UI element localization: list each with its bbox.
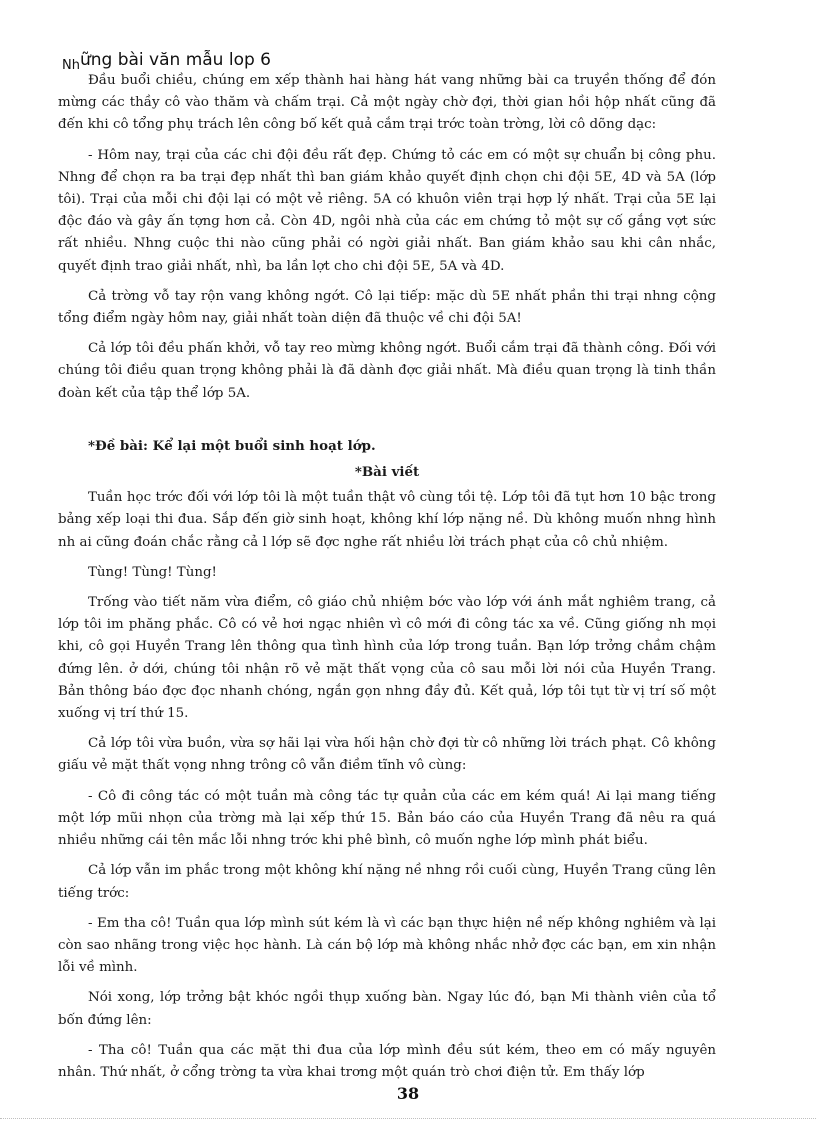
essay-label: *Bài viết xyxy=(354,464,420,481)
paragraph: Tùng! Tùng! Tùng! xyxy=(88,564,217,580)
paragraph: Cả trờng vỗ tay rộn vang không ngớt. Cô lại tiếp: mặc dù 5E nhất phần thi trại nhng cộng tổng điểm ngày hôm nay, giải nhất toàn diện đã thuộc về chi đội 5A! xyxy=(58,288,716,327)
paragraph: - Hôm nay, trại của các chi đội đều rất đẹp. Chứng tỏ các em có một sự chuẩn bị công phu. Nhng để chọn ra ba trại đẹp nhất thì ban giám khảo quyết định chọn chi đội 5E, 4D và 5A (lớp tôi). Trại của mỗi chi đội lại có một vẻ riêng. 5A có khuôn viên trại hợp lý nhất. Trại của 5E lại độc đáo và gây ấn tợng hơn cả. Còn 4D, ngôi nhà của các em chứng tỏ một sự cố gắng vợt sức rất nhiều. Nhng cuộc thi nào cũng phải có ngời giải nhất. Ban giám khảo sau khi cân nhắc, quyết định trao giải nhất, nhì, ba lần lợt cho chi đội 5E, 5A và 4D. xyxy=(58,147,716,274)
running-header-text: ững bài văn mẫu lop 6 xyxy=(79,50,271,70)
paragraph: - Em tha cô! Tuần qua lớp mình sút kém là vì các bạn thực hiện nề nếp không nghiêm và lại còn sao nhãng trong việc học hành. Là cán bộ lớp mà không nhắc nhở đợc các bạn, em xin nhận lỗi về mình. xyxy=(58,915,716,976)
paragraph: Tuần học trớc đối với lớp tôi là một tuần thật vô cùng tồi tệ. Lớp tôi đã tụt hơn 10 bậc trong bảng xếp loại thi đua. Sắp đến giờ sinh hoạt, không khí lớp nặng nề. Dù không muốn nhng hình nh ai cũng đoán chắc rằng cả l lớp sẽ đợc nghe rất nhiều lời trách phạt của cô chủ nhiệm. xyxy=(58,490,716,550)
footer-divider xyxy=(0,1118,816,1119)
page-body xyxy=(58,70,716,1084)
section-spacer xyxy=(58,405,716,435)
paragraph: Trống vào tiết năm vừa điểm, cô giáo chủ nhiệm bớc vào lớp với ánh mắt nghiêm trang, cả lớp tôi im phăng phắc. Cô có vẻ hơi ngạc nhiên vì cô mới đi công tác xa về. Cũng giống nh mọi khi, cô gọi Huyền Trang lên thông qua tình hình của lớp trong tuần. Bạn lớp trởng chầm chậm đứng lên. ở dới, chúng tôi nhận rõ vẻ mặt thất vọng của cô sau mỗi lời nói của Huyền Trang. Bản thông báo đợc đọc nhanh chóng, ngắn gọn nhng đầy đủ. Kết quả, lớp tôi tụt từ vị trí số một xuống vị trí thứ 15. xyxy=(58,595,716,722)
running-header-prefix: Nh xyxy=(62,58,80,73)
paragraph: - Cô đi công tác có một tuần mà công tác tự quản của các em kém quá! Ai lại mang tiếng một lớp mũi nhọn của trờng mà lại xếp thứ 15. Bản báo cáo của Huyền Trang đã nêu ra quá nhiều những cái tên mắc lỗi nhng trớc khi phê bình, cô muốn nghe lớp mình phát biểu. xyxy=(58,788,716,849)
page-number: 38 xyxy=(396,1084,420,1103)
paragraph: - Tha cô! Tuần qua các mặt thi đua của lớp mình đều sút kém, theo em có mấy nguyên nhân. Thứ nhất, ở cổng trờng ta vừa khai trơng một quán trò chơi điện tử. Em thấy lớp xyxy=(58,1042,716,1080)
running-header xyxy=(62,50,271,73)
paragraph: Cả lớp vẫn im phắc trong một không khí nặng nề nhng rồi cuối cùng, Huyền Trang cũng lên tiếng trớc: xyxy=(58,863,716,901)
paragraph: Nói xong, lớp trởng bật khóc ngồi thụp xuống bàn. Ngay lúc đó, bạn Mi thành viên của tổ bốn đứng lên: xyxy=(58,990,716,1028)
paragraph: Đầu buổi chiều, chúng em xếp thành hai hàng hát vang những bài ca truyền thống để đón mừng các thầy cô vào thăm và chấm trại. Cả một ngày chờ đợi, thời gian hồi hộp nhất cũng đã đến khi cô tổng phụ trách lên công bố kết quả cắm trại trớc toàn trờng, lời cô dõng dạc: xyxy=(58,73,716,133)
paragraph: Cả lớp tôi vừa buồn, vừa sợ hãi lại vừa hối hận chờ đợi từ cô những lời trách phạt. Cô không giấu vẻ mặt thất vọng nhng trông cô vẫn điềm tĩnh vô cùng: xyxy=(58,736,716,774)
paragraph: Cả lớp tôi đều phấn khởi, vỗ tay reo mừng không ngớt. Buổi cắm trại đã thành công. Đối với chúng tôi điều quan trọng không phải là đã dành đợc giải nhất. Mà điều quan trọng là tinh thần đoàn kết của tập thể lớp 5A. xyxy=(58,341,716,401)
topic-title: *Đề bài: Kể lại một buổi sinh hoạt lớp. xyxy=(88,437,376,454)
